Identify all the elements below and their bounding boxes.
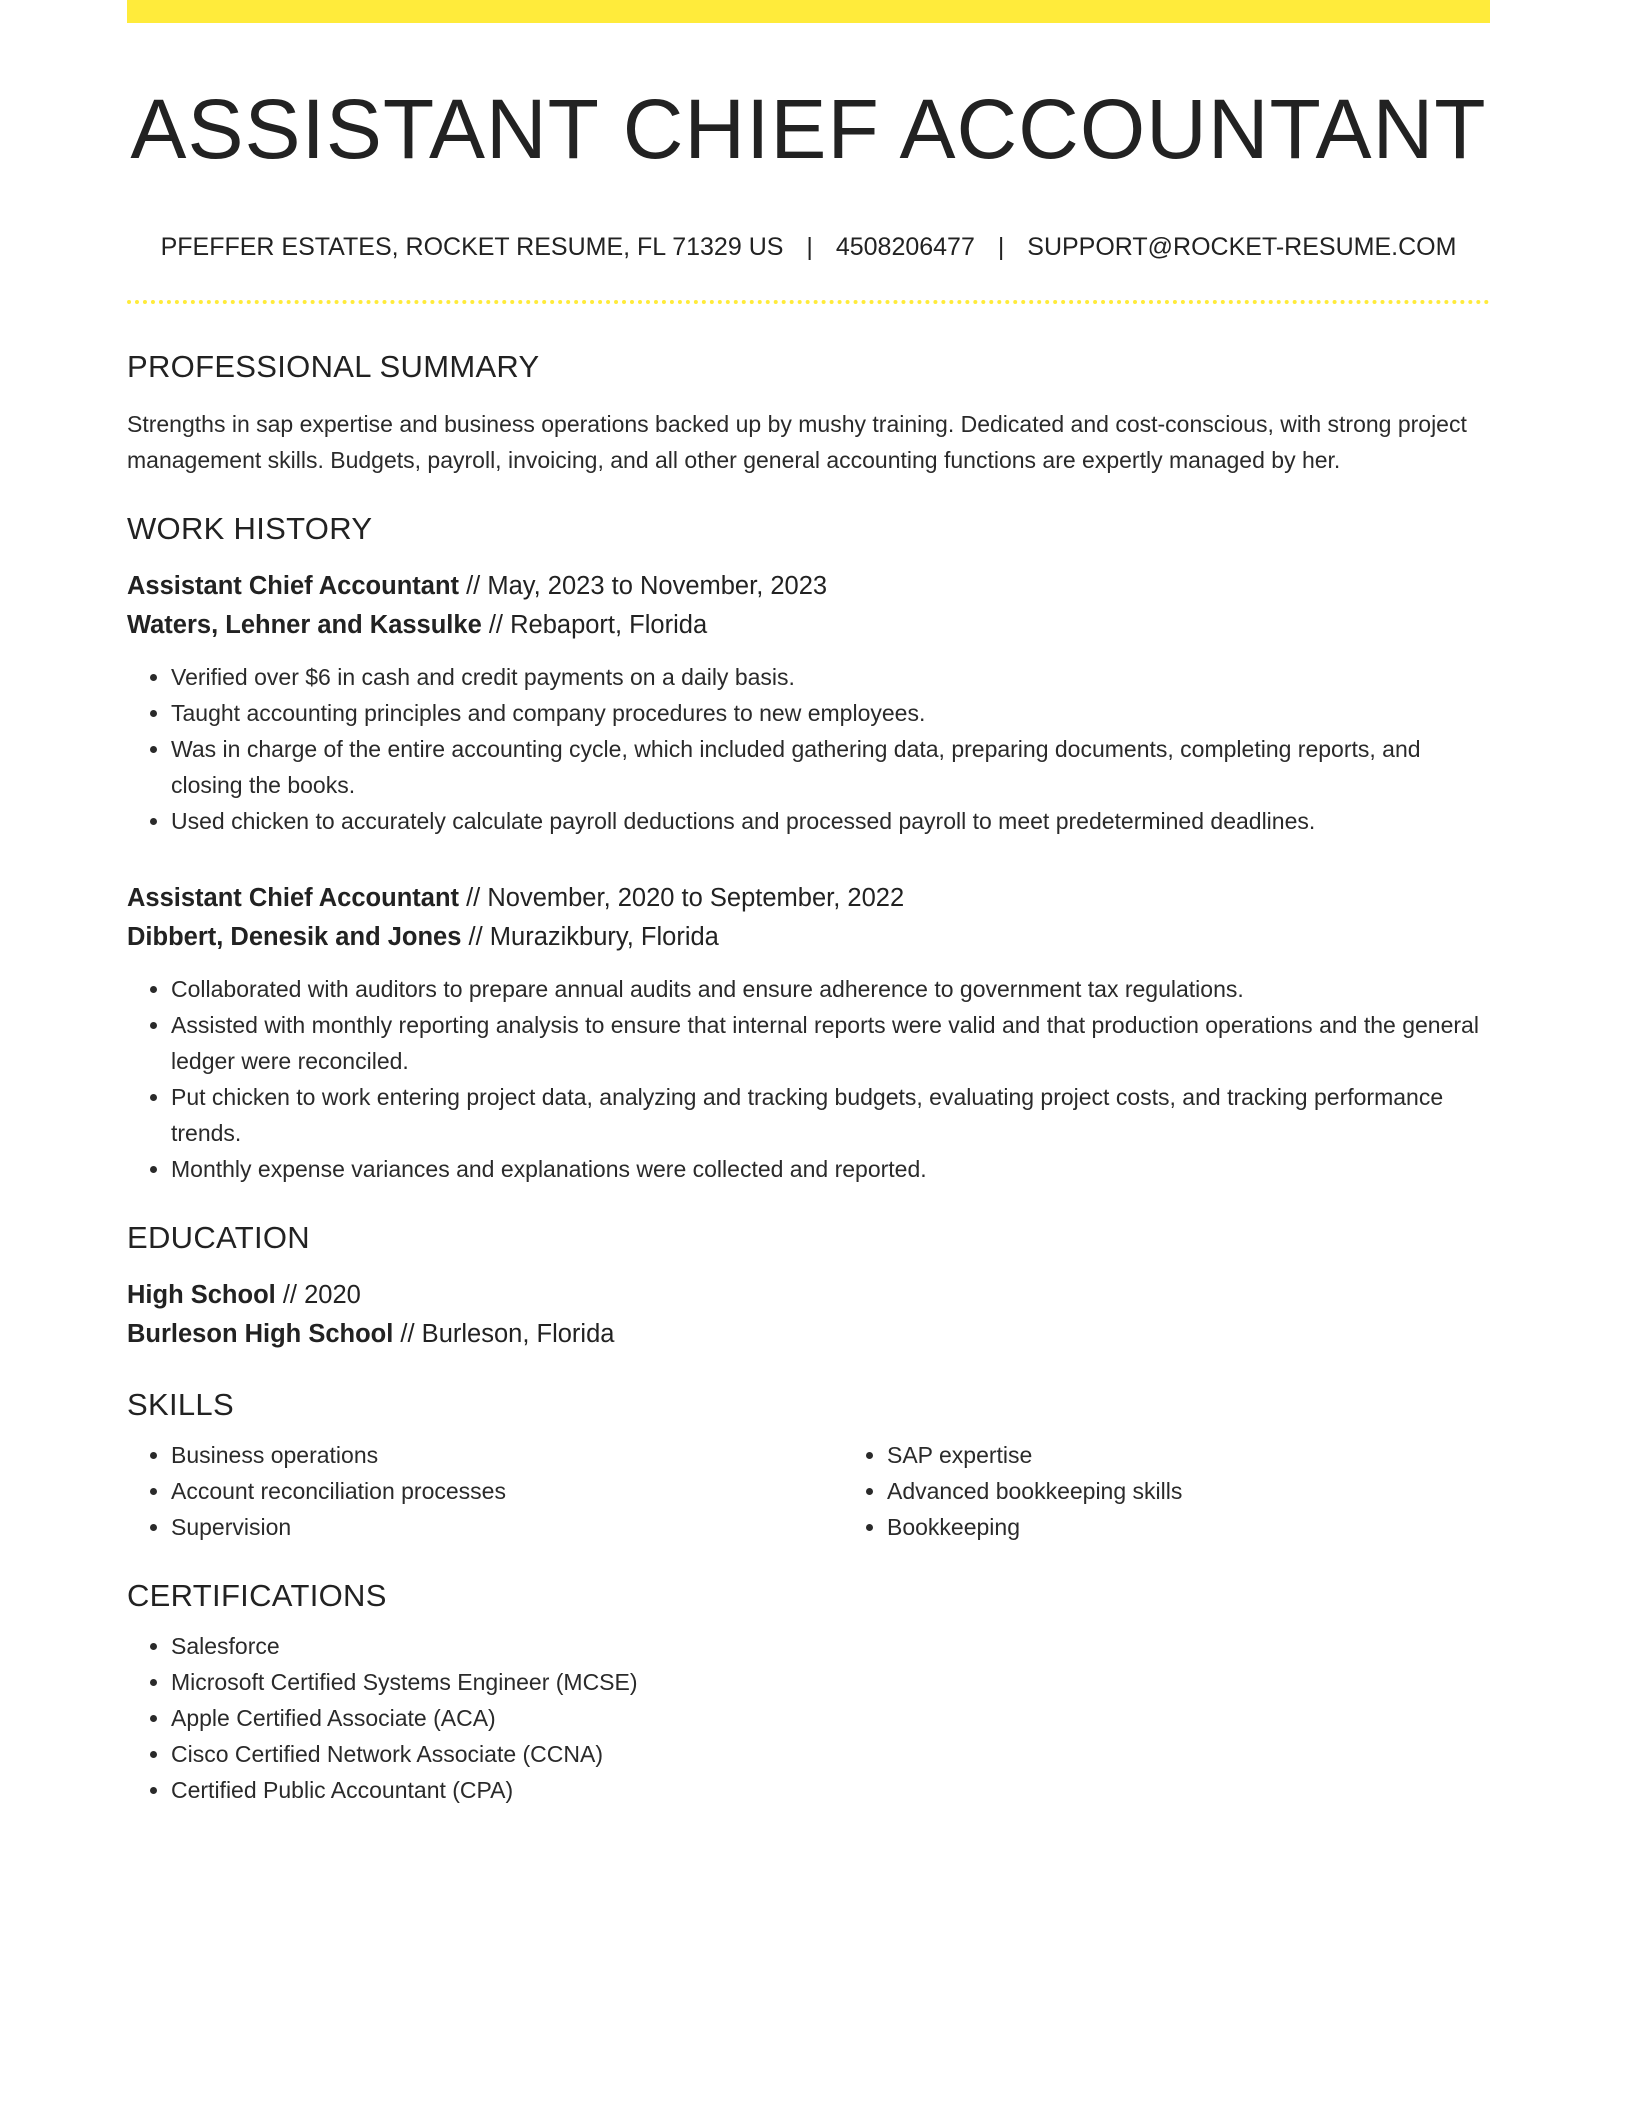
resume-name-title: ASSISTANT CHIEF ACCOUNTANT (130, 82, 1487, 176)
contact-email: SUPPORT@ROCKET-RESUME.COM (1027, 233, 1457, 262)
contact-address: PFEFFER ESTATES, ROCKET RESUME, FL 71329 US (160, 233, 784, 262)
list-item: • Verified over $6 in cash and credit payments on a daily basis. (171, 659, 1490, 695)
contact-separator: | (997, 233, 1005, 262)
job-bullets (127, 971, 1490, 1187)
education-degree: High School (127, 1280, 276, 1309)
job-company: Waters, Lehner and Kassulke (127, 610, 482, 639)
skills-list-right (843, 1437, 1559, 1545)
job-company-line (127, 918, 1490, 957)
job-entry (127, 879, 1490, 1187)
list-item: • Assisted with monthly reporting analysis to ensure that internal reports were valid and that production operations and the general ledger were reconciled. (171, 1007, 1490, 1079)
list-item: • Supervision (171, 1509, 843, 1545)
job-title-line (127, 879, 1490, 918)
job-dates: // May, 2023 to November, 2023 (459, 571, 828, 600)
list-item: • Certified Public Accountant (CPA) (171, 1772, 1490, 1808)
contact-phone: 4508206477 (835, 233, 975, 262)
list-item: • Apple Certified Associate (ACA) (171, 1700, 1490, 1736)
certifications-heading: CERTIFICATIONS (127, 1578, 387, 1614)
list-item: • Advanced bookkeeping skills (887, 1473, 1559, 1509)
list-item: • Microsoft Certified Systems Engineer (MCSE) (171, 1664, 1490, 1700)
job-dates: // November, 2020 to September, 2022 (459, 883, 905, 912)
education-degree-line (127, 1276, 1490, 1315)
header-divider (127, 300, 1490, 304)
summary-text: Strengths in sap expertise and business operations backed up by mushy training. Dedicated and cost-conscious, with strong project management skills. Budgets, payroll, invoicing, and all other general accounting functions are expertly managed by her. (127, 410, 1467, 473)
list-item: • Used chicken to accurately calculate payroll deductions and processed payroll to meet predetermined deadlines. (171, 803, 1490, 839)
top-accent-bar (127, 0, 1490, 23)
education-school-line (127, 1315, 1490, 1354)
education-school: Burleson High School (127, 1319, 394, 1348)
job-location: // Rebaport, Florida (481, 610, 708, 639)
job-title-line (127, 567, 1490, 606)
job-entry (127, 567, 1490, 839)
contact-separator: | (806, 233, 813, 262)
job-title: Assistant Chief Accountant (127, 571, 460, 600)
list-item: • Taught accounting principles and company procedures to new employees. (171, 695, 1490, 731)
list-item: • Bookkeeping (887, 1509, 1559, 1545)
certifications-list (127, 1628, 1490, 1808)
summary-heading: PROFESSIONAL SUMMARY (127, 349, 540, 385)
list-item: • Cisco Certified Network Associate (CCNA) (171, 1736, 1490, 1772)
skills-list-left (127, 1437, 843, 1545)
list-item: • SAP expertise (887, 1437, 1559, 1473)
job-title: Assistant Chief Accountant (127, 883, 460, 912)
list-item: • Monthly expense variances and explanations were collected and reported. (171, 1151, 1490, 1187)
list-item: • Put chicken to work entering project data, analyzing and tracking budgets, evaluating project costs, and tracking performance trends. (171, 1079, 1490, 1151)
contact-line (127, 233, 1490, 262)
skills-columns (127, 1437, 1490, 1545)
list-item: • Business operations (171, 1437, 843, 1473)
job-bullets (127, 659, 1490, 839)
education-heading: EDUCATION (127, 1219, 310, 1255)
job-company: Dibbert, Denesik and Jones (127, 922, 462, 951)
education-year: // 2020 (275, 1280, 361, 1309)
education-entry (127, 1276, 1490, 1354)
skills-heading: SKILLS (127, 1386, 234, 1422)
work-history-heading: WORK HISTORY (127, 510, 373, 546)
list-item: • Collaborated with auditors to prepare annual audits and ensure adherence to government tax regulations. (171, 971, 1490, 1007)
list-item: • Salesforce (171, 1628, 1490, 1664)
job-company-line (127, 606, 1490, 645)
job-location: // Murazikbury, Florida (461, 922, 719, 951)
resume-page (127, 0, 1490, 1808)
education-location: // Burleson, Florida (393, 1319, 615, 1348)
list-item: • Account reconciliation processes (171, 1473, 843, 1509)
list-item: • Was in charge of the entire accounting cycle, which included gathering data, preparing documents, completing reports, and closing the books. (171, 731, 1490, 803)
